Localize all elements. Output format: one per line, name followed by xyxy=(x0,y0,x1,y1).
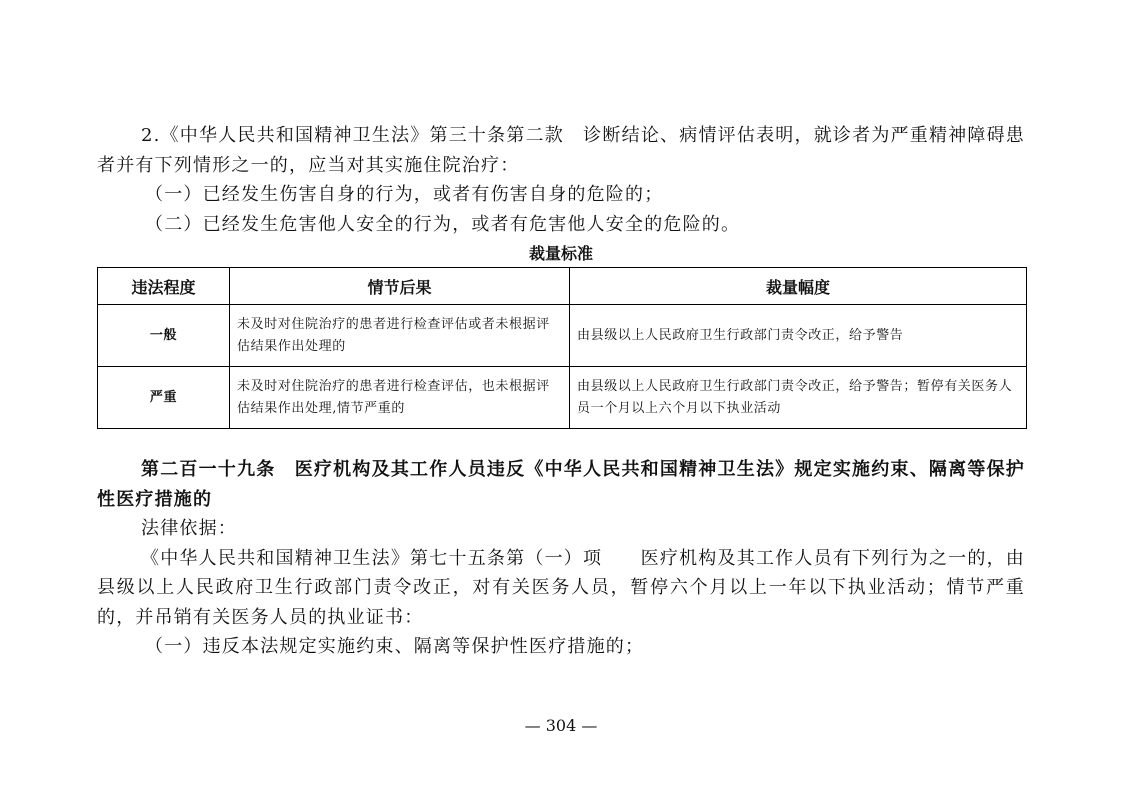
row-penalty: 由县级以上人民政府卫生行政部门责令改正，给予警告；暂停有关医务人员一个月以上六个月以下执业活动 xyxy=(570,367,1027,429)
row-level: 严重 xyxy=(98,367,230,429)
header-circumstance: 情节后果 xyxy=(230,268,570,305)
intro-block xyxy=(97,121,1025,239)
row-level: 一般 xyxy=(98,305,230,367)
table-header-row xyxy=(98,268,1027,305)
table-row xyxy=(98,305,1027,367)
list-item: （一）已经发生伤害自身的行为，或者有伤害自身的危险的； xyxy=(145,184,664,205)
list-item: （二）已经发生危害他人安全的行为，或者有危害他人安全的危险的。 xyxy=(145,213,741,235)
discretion-table xyxy=(97,267,1027,429)
article-paragraph: 2.《中华人民共和国精神卫生法》第三十条第二款 诊断结论、病情评估表明，就诊者为严重精神障碍患者并有下列情形之一的，应当对其实施住院治疗： xyxy=(97,125,1025,176)
section-heading: 第二百一十九条 医疗机构及其工作人员违反《中华人民共和国精神卫生法》规定实施约束、隔离等保护性医疗措施的 xyxy=(97,459,1025,510)
header-violation-level: 违法程度 xyxy=(98,268,230,305)
list-item: （一）违反本法规定实施约束、隔离等保护性医疗措施的； xyxy=(145,636,645,657)
basis-paragraph: 《中华人民共和国精神卫生法》第七十五条第（一）项 医疗机构及其工作人员有下列行为之一的，由县级以上人民政府卫生行政部门责令改正，对有关医务人员，暂停六个月以上一年以下执业活动；情节严重的，并吊销有关医务人员的执业证书： xyxy=(97,547,1025,628)
basis-label: 法律依据： xyxy=(141,518,237,539)
row-penalty: 由县级以上人民政府卫生行政部门责令改正，给予警告 xyxy=(570,305,1027,367)
section-block xyxy=(97,455,1025,662)
document-page xyxy=(97,0,1025,793)
page-number: — 304 — xyxy=(524,716,598,735)
table-caption: 裁量标准 xyxy=(528,244,593,263)
header-penalty-range: 裁量幅度 xyxy=(570,268,1027,305)
table-row xyxy=(98,367,1027,429)
row-circumstance: 未及时对住院治疗的患者进行检查评估，也未根据评估结果作出处理,情节严重的 xyxy=(230,367,570,429)
row-circumstance: 未及时对住院治疗的患者进行检查评估或者未根据评估结果作出处理的 xyxy=(230,305,570,367)
